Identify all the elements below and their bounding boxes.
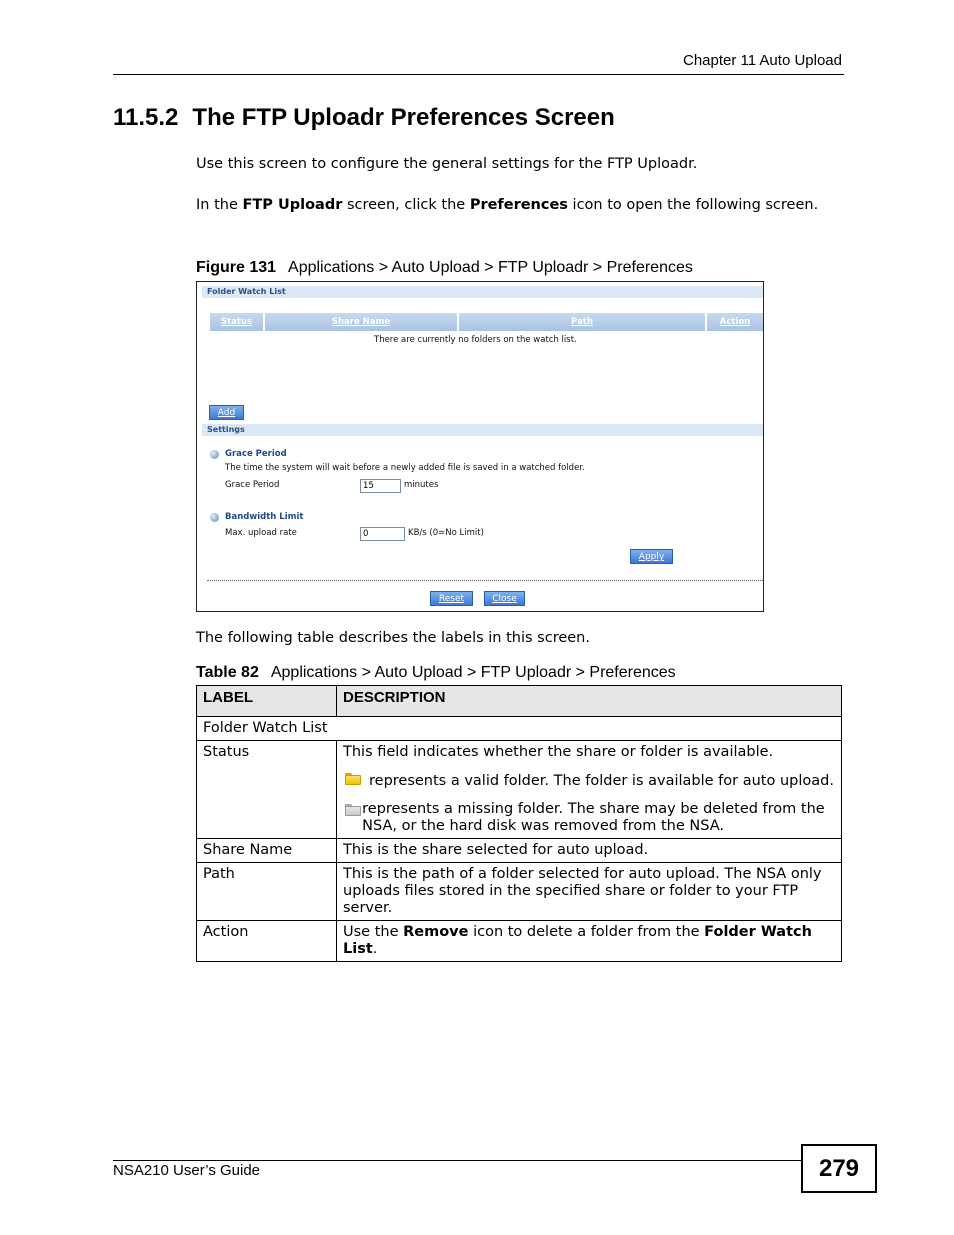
grace-period-input[interactable]: 15: [360, 479, 401, 493]
table-label: Table 82: [196, 664, 259, 681]
footer-rule: [113, 1160, 803, 1161]
share-name-label-cell: Share Name: [197, 839, 337, 863]
table-caption-text: Applications > Auto Upload > FTP Uploadr > Preferences: [270, 664, 676, 681]
settings-bar: Settings: [202, 424, 763, 436]
instruction-paragraph: [196, 194, 826, 216]
max-upload-rate-input[interactable]: 0: [360, 527, 405, 541]
missing-folder-line: [343, 801, 836, 835]
section-number: 11.5.2: [113, 104, 179, 131]
action-bold-remove: Remove: [403, 924, 469, 940]
grace-period-bullet-icon: [210, 450, 219, 459]
path-description-cell: This is the path of a folder selected for auto upload. The NSA only uploads files stored in the specified share or folder to your FTP server.: [337, 863, 842, 921]
col-share-name[interactable]: Share Name: [265, 313, 459, 331]
empty-watch-list-message: There are currently no folders on the watch list.: [374, 335, 577, 345]
close-button[interactable]: Close: [484, 591, 525, 606]
bandwidth-limit-heading: Bandwidth Limit: [225, 512, 304, 522]
table-row: [197, 741, 842, 839]
action-text-2: icon to delete a folder from the: [468, 924, 705, 940]
label-header: LABEL: [197, 686, 337, 717]
table-intro: The following table describes the labels in this screen.: [196, 630, 590, 646]
folder-valid-icon: [345, 773, 361, 785]
instruction-text-1: In the: [196, 197, 243, 213]
figure-caption-text: Applications > Auto Upload > FTP Uploadr > Preferences: [288, 259, 693, 276]
table-header-row: [197, 686, 842, 717]
action-bold-folder-watch-list: Folder Watch List: [343, 924, 812, 957]
figure-label: Figure 131: [196, 259, 277, 276]
grace-period-description: The time the system will wait before a newly added file is saved in a watched folder.: [225, 463, 585, 473]
instruction-text-3: icon to open the following screen.: [567, 197, 819, 213]
chapter-header: Chapter 11 Auto Upload: [682, 52, 842, 69]
status-description-cell: [337, 741, 842, 839]
table-row: [197, 863, 842, 921]
table-row: [197, 717, 842, 741]
table-caption: [196, 664, 676, 682]
grace-period-heading: Grace Period: [225, 449, 287, 459]
share-name-description-cell: This is the share selected for auto upload.: [337, 839, 842, 863]
valid-folder-line: [343, 773, 836, 790]
valid-folder-text: represents a valid folder. The folder is available for auto upload.: [369, 773, 834, 789]
path-label-cell: Path: [197, 863, 337, 921]
max-upload-rate-unit: KB/s (0=No Limit): [408, 528, 484, 538]
folder-watch-list-bar: Folder Watch List: [202, 286, 763, 298]
action-text-3: .: [372, 941, 378, 957]
add-button[interactable]: Add: [209, 405, 244, 420]
col-action[interactable]: Action: [707, 313, 763, 331]
action-label-cell: Action: [197, 921, 337, 962]
table-row: [197, 839, 842, 863]
table-row: [197, 921, 842, 962]
page-number: 279: [801, 1144, 877, 1193]
max-upload-rate-label: Max. upload rate: [225, 528, 297, 538]
reset-button[interactable]: Reset: [430, 591, 473, 606]
instruction-bold-preferences: Preferences: [469, 197, 568, 213]
figure-caption: [196, 259, 693, 277]
status-description: This field indicates whether the share or folder is available.: [343, 744, 774, 760]
col-status[interactable]: Status: [210, 313, 265, 331]
col-path[interactable]: Path: [459, 313, 707, 331]
apply-button[interactable]: Apply: [630, 549, 673, 564]
action-description-cell: [337, 921, 842, 962]
folder-missing-icon: [345, 804, 354, 816]
labels-table: [196, 685, 842, 962]
description-header: DESCRIPTION: [337, 686, 842, 717]
guide-name: NSA210 User’s Guide: [113, 1162, 261, 1179]
footer-divider: [207, 580, 763, 581]
bandwidth-limit-bullet-icon: [210, 513, 219, 522]
intro-paragraph: Use this screen to configure the general settings for the FTP Uploadr.: [196, 156, 698, 172]
instruction-bold-ftp: FTP Uploadr: [242, 197, 343, 213]
instruction-text-2: screen, click the: [342, 197, 470, 213]
section-title: [113, 104, 615, 132]
grace-period-label: Grace Period: [225, 480, 280, 490]
action-text-1: Use the: [343, 924, 404, 940]
section-title-text: The FTP Uploadr Preferences Screen: [192, 104, 615, 131]
missing-folder-text: represents a missing folder. The share may be deleted from the NSA, or the hard disk was removed from the NSA.: [362, 801, 825, 834]
grace-period-unit: minutes: [404, 480, 439, 490]
status-label-cell: Status: [197, 741, 337, 839]
preferences-screenshot: [196, 281, 764, 612]
folder-watch-list-section-row: Folder Watch List: [197, 717, 842, 741]
header-rule: [113, 74, 844, 75]
